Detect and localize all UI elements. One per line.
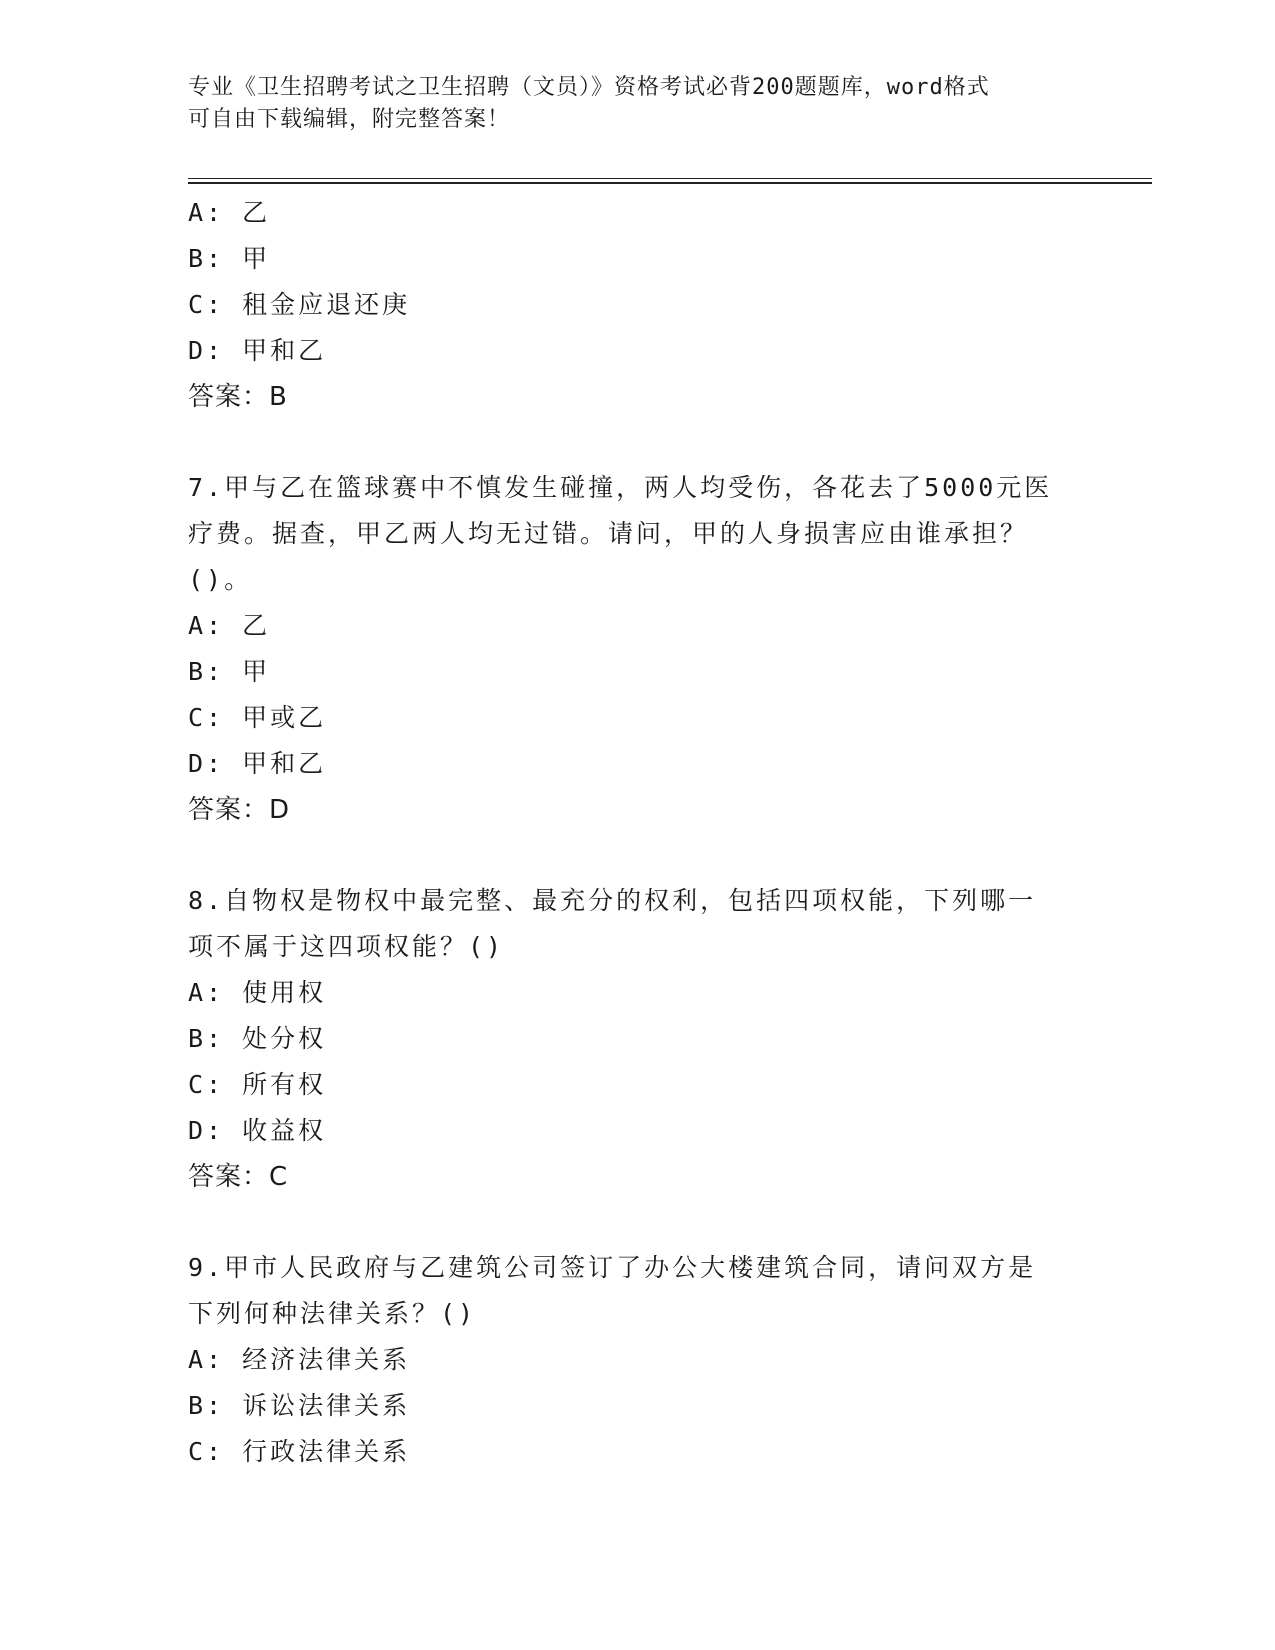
option-d: D: 收益权 — [188, 1116, 327, 1145]
question-line: 9.甲市人民政府与乙建筑公司签订了办公大楼建筑合同，请问双方是 — [188, 1253, 1037, 1282]
question-content — [188, 190, 1088, 1475]
option-c: C: 行政法律关系 — [188, 1437, 411, 1466]
option-b: B: 甲 — [188, 657, 271, 686]
option-a: A: 乙 — [188, 611, 271, 640]
question-line: 下列何种法律关系？() — [188, 1299, 477, 1328]
question-text — [188, 878, 1088, 970]
answer-line: 答案：B — [188, 382, 288, 412]
option-c: C: 租金应退还庚 — [188, 290, 411, 319]
option-a: A: 乙 — [188, 198, 271, 227]
question-text — [188, 465, 1088, 603]
header-divider-thin — [188, 178, 1152, 179]
option-c: C: 所有权 — [188, 1070, 327, 1099]
header-line-2: 可自由下载编辑，附完整答案！ — [188, 107, 511, 132]
option-b: B: 处分权 — [188, 1024, 327, 1053]
option-b: B: 甲 — [188, 244, 271, 273]
continued-question — [188, 190, 1088, 420]
option-d: D: 甲和乙 — [188, 749, 327, 778]
document-header — [188, 72, 1068, 136]
question-line: 7.甲与乙在篮球赛中不慎发生碰撞，两人均受伤，各花去了5000元医 — [188, 473, 1053, 502]
option-d: D: 甲和乙 — [188, 336, 327, 365]
spacer — [188, 833, 1088, 878]
option-b: B: 诉讼法律关系 — [188, 1391, 411, 1420]
spacer — [188, 420, 1088, 465]
question-text — [188, 1245, 1088, 1337]
question-7 — [188, 465, 1088, 833]
option-c: C: 甲或乙 — [188, 703, 327, 732]
question-line: 8.自物权是物权中最完整、最充分的权利，包括四项权能，下列哪一 — [188, 886, 1037, 915]
header-divider-thick — [188, 182, 1152, 184]
option-a: A: 使用权 — [188, 978, 327, 1007]
question-8 — [188, 878, 1088, 1200]
question-9 — [188, 1245, 1088, 1475]
question-line: 项不属于这四项权能？() — [188, 932, 505, 961]
answer-line: 答案：D — [188, 795, 291, 825]
question-line: ()。 — [188, 565, 253, 594]
option-a: A: 经济法律关系 — [188, 1345, 411, 1374]
header-line-1: 专业《卫生招聘考试之卫生招聘（文员）》资格考试必背200题题库，word格式 — [188, 75, 990, 100]
answer-line: 答案：C — [188, 1162, 289, 1192]
question-line: 疗费。据查，甲乙两人均无过错。请问，甲的人身损害应由谁承担？ — [188, 519, 1029, 548]
spacer — [188, 1200, 1088, 1245]
